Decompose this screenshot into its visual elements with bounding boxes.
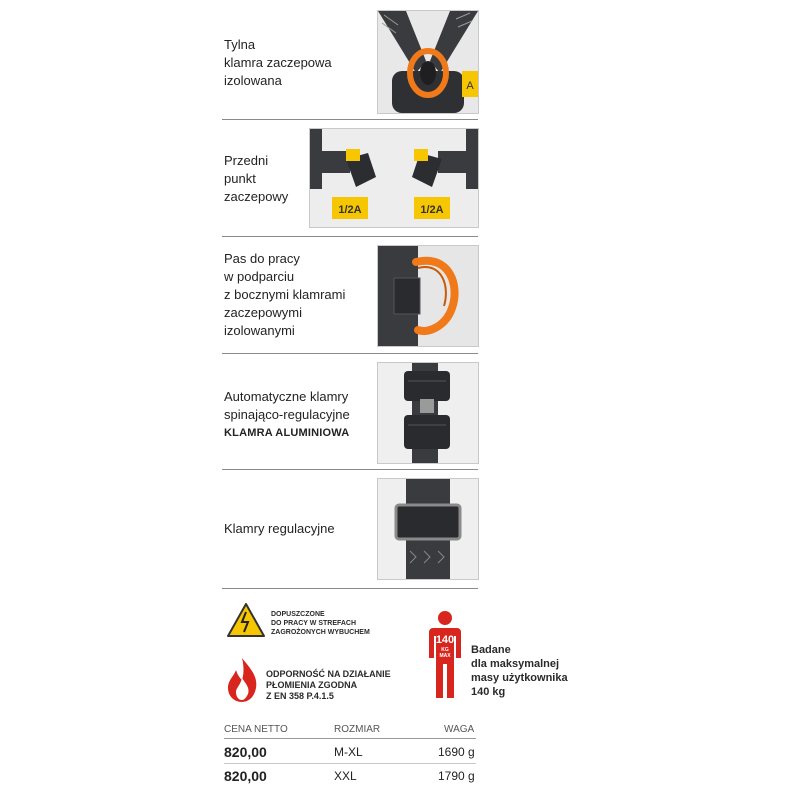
table-header-divider xyxy=(224,738,476,739)
separator xyxy=(222,236,478,237)
weight-line: masy użytkownika xyxy=(471,672,568,684)
weight-badge-unit: KG xyxy=(441,647,449,653)
weight-line: 140 kg xyxy=(471,686,506,698)
feature-line: z bocznymi klamrami xyxy=(224,287,346,302)
feature-line: w podparciu xyxy=(224,269,295,284)
feature-line: klamra zaczepowa xyxy=(224,55,332,70)
atex-line: DO PRACY W STREFACH xyxy=(271,620,357,627)
hazard-warning-icon xyxy=(226,602,266,643)
auto-buckles-photo xyxy=(377,362,479,464)
person-weight-icon xyxy=(425,610,465,707)
adjust-buckles-photo xyxy=(377,478,479,580)
feature-line: spinająco-regulacyjne xyxy=(224,407,350,422)
weight-tested-text xyxy=(471,643,568,699)
work-belt-photo xyxy=(377,245,479,347)
row1-price: 820,00 xyxy=(224,744,267,760)
weight-badge-number: 140 xyxy=(435,634,455,646)
feature-line: izolowana xyxy=(224,73,282,88)
fire-line: ODPORNOŚĆ NA DZIAŁANIE xyxy=(266,669,391,679)
separator xyxy=(222,119,478,120)
weight-line: Badane xyxy=(471,644,511,656)
feature-line: punkt xyxy=(224,171,256,186)
feature-line: Przedni xyxy=(224,153,269,168)
separator xyxy=(222,588,478,589)
separator xyxy=(222,469,478,470)
row2-price: 820,00 xyxy=(224,768,267,784)
front-attachment-photo xyxy=(309,128,479,228)
row1-size: M-XL xyxy=(334,745,363,759)
rear-attachment-photo xyxy=(377,10,479,114)
atex-line: DOPUSZCZONE xyxy=(271,611,325,618)
fire-line: Z EN 358 P.4.1.5 xyxy=(266,691,334,701)
weight-line: dla maksymalnej xyxy=(471,658,560,670)
row2-size: XXL xyxy=(334,769,357,783)
row1-weight: 1690 g xyxy=(438,745,475,759)
atex-line: ZAGROŻONYCH WYBUCHEM xyxy=(271,629,370,636)
table-row-divider xyxy=(224,763,476,764)
atex-certificate-text xyxy=(271,610,370,637)
badge-text: 1/2A xyxy=(420,204,444,216)
header-weight: WAGA xyxy=(444,724,475,735)
feature-bold-line: KLAMRA ALUMINIOWA xyxy=(224,427,350,439)
header-price: CENA NETTO xyxy=(224,724,288,735)
header-size: ROZMIAR xyxy=(334,724,381,735)
feature-line: zaczepowymi xyxy=(224,305,303,320)
feature-line: Automatyczne klamry xyxy=(224,389,349,404)
fire-line: PŁOMIENIA ZGODNA xyxy=(266,680,358,690)
feature-line: Pas do pracy xyxy=(224,251,300,266)
feature-rear-attachment-text xyxy=(224,36,332,90)
feature-line: izolowanymi xyxy=(224,323,295,338)
flame-icon xyxy=(222,656,262,709)
feature-front-attachment-text xyxy=(224,152,288,206)
row2-weight: 1790 g xyxy=(438,769,475,783)
feature-adjust-buckles-text xyxy=(224,520,335,538)
feature-line: Klamry regulacyjne xyxy=(224,521,335,536)
badge-text: A xyxy=(466,80,474,92)
weight-badge-max: MAX xyxy=(439,653,451,659)
feature-line: zaczepowy xyxy=(224,189,289,204)
badge-text: 1/2A xyxy=(338,204,362,216)
feature-auto-buckles-text xyxy=(224,388,350,442)
feature-work-belt-text xyxy=(224,250,345,340)
separator xyxy=(222,353,478,354)
feature-line: Tylna xyxy=(224,37,256,52)
fire-resistance-text xyxy=(266,669,391,702)
